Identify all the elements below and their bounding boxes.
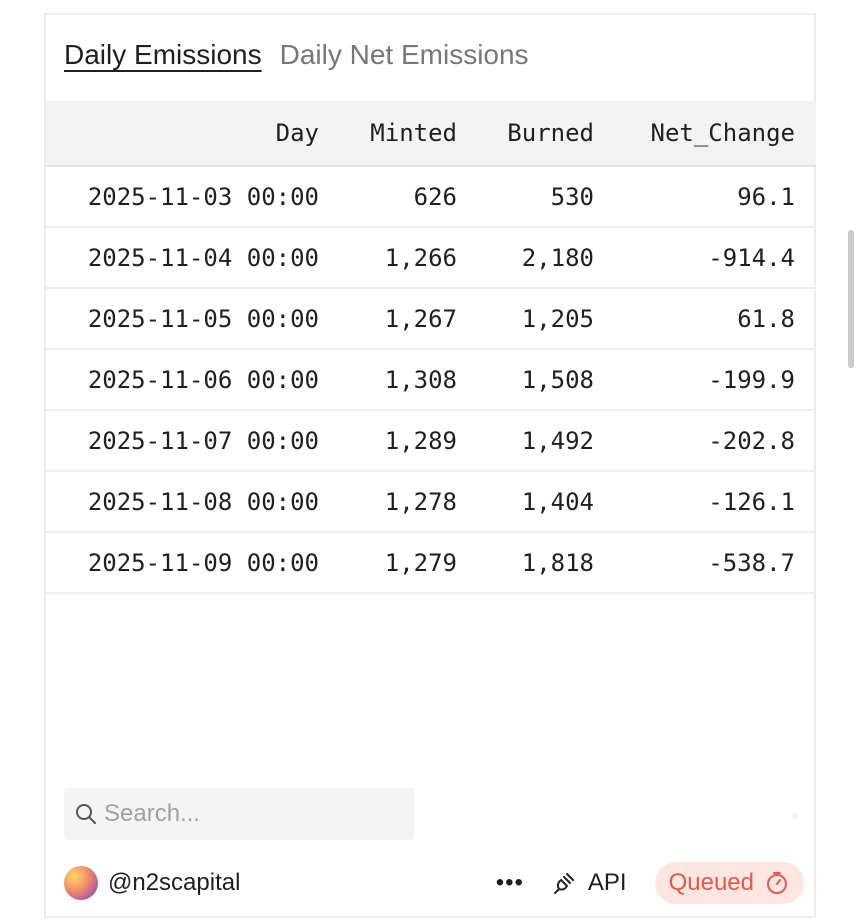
cell-burned: 2,180 [521,243,594,272]
column-header-day[interactable]: Day [275,119,319,147]
cell-minted: 1,279 [384,548,457,577]
cell-burned: 1,492 [521,426,594,455]
search-input[interactable] [102,799,406,829]
plug-icon [550,869,578,897]
table-row [46,533,816,594]
cell-burned: 1,818 [521,548,594,577]
cell-burned: 530 [550,182,594,211]
cell-minted: 1,289 [384,426,457,455]
cell-day: 2025-11-04 00:00 [87,243,319,272]
search-box[interactable] [64,788,414,840]
table-header [46,101,816,167]
cell-net-change: -126.1 [708,487,795,516]
table-row [46,228,816,289]
cell-burned: 1,508 [521,365,594,394]
table-row [46,167,816,228]
cell-day: 2025-11-07 00:00 [87,426,319,455]
table-row [46,289,816,350]
query-result-card [44,13,816,918]
column-header-burned[interactable]: Burned [507,119,594,147]
cell-minted: 626 [413,182,457,211]
cell-day: 2025-11-09 00:00 [87,548,319,577]
cell-day: 2025-11-06 00:00 [87,365,319,394]
visualization-tabs [64,39,529,71]
cell-burned: 1,205 [521,304,594,333]
cell-day: 2025-11-05 00:00 [87,304,319,333]
cell-day: 2025-11-08 00:00 [87,487,319,516]
cell-day: 2025-11-03 00:00 [87,182,319,211]
api-label: API [587,869,627,896]
tab-daily-net-emissions[interactable]: Daily Net Emissions [279,39,529,70]
column-header-net-change[interactable]: Net_Change [650,119,795,147]
table-row [46,411,816,472]
tab-daily-emissions[interactable]: Daily Emissions [64,39,262,70]
table-row [46,472,816,533]
cell-burned: 1,404 [521,487,594,516]
scrollbar-thumb[interactable] [848,230,854,368]
scroll-indicator-dot [792,813,798,819]
results-table [46,101,816,594]
cell-net-change: 61.8 [737,304,795,333]
cell-net-change: -202.8 [708,426,795,455]
api-button[interactable] [550,869,627,897]
more-options-icon[interactable]: ••• [495,869,524,896]
cell-net-change: -199.9 [708,365,795,394]
cell-minted: 1,266 [384,243,457,272]
footer-bar [64,861,804,905]
cell-net-change: 96.1 [737,182,795,211]
cell-minted: 1,278 [384,487,457,516]
avatar[interactable] [64,866,98,900]
cell-minted: 1,267 [384,304,457,333]
cell-net-change: -914.4 [708,243,795,272]
status-badge [655,862,804,904]
column-header-minted[interactable]: Minted [370,119,457,147]
table-row [46,350,816,411]
cell-minted: 1,308 [384,365,457,394]
status-label: Queued [668,869,754,896]
search-icon [74,802,98,826]
username-link[interactable]: @n2scapital [108,869,241,896]
stopwatch-icon [764,870,790,896]
cell-net-change: -538.7 [708,548,795,577]
